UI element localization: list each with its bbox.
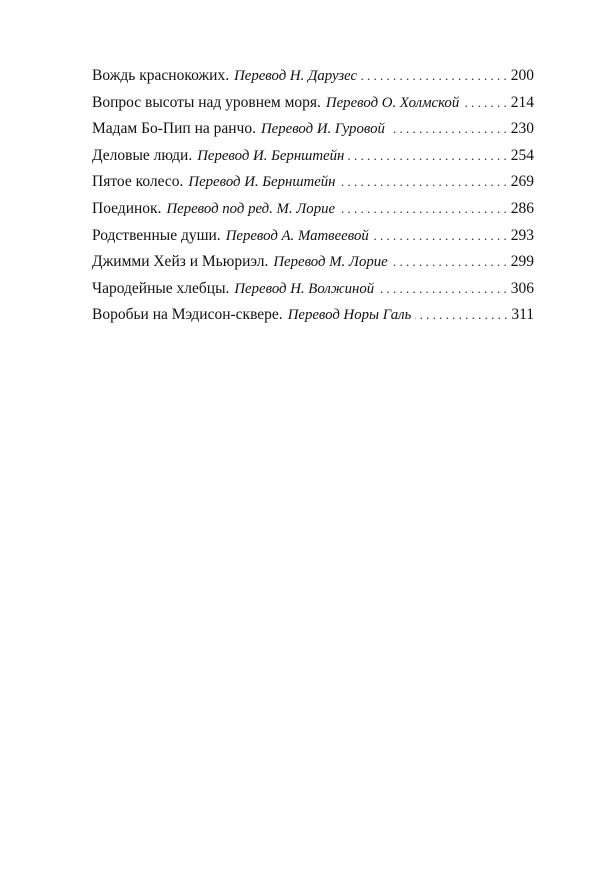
dot-leader — [340, 169, 507, 196]
dot-leader — [361, 63, 507, 90]
dot-leader — [415, 302, 507, 329]
toc-entry — [92, 223, 534, 250]
entry-page-number: 269 — [510, 173, 534, 191]
entry-page-number: 214 — [510, 93, 534, 111]
entry-translator: Перевод И. Бернштейн — [188, 174, 336, 191]
entry-title: Поединок. — [92, 199, 162, 217]
entry-translator: Перевод А. Матвеевой — [225, 227, 369, 244]
entry-title: Вопрос высоты над уровнем моря. — [92, 93, 321, 111]
dot-leader — [389, 116, 507, 143]
entry-title: Вождь краснокожих. — [92, 67, 230, 84]
entry-translator: Перевод Норы Галь — [287, 307, 412, 324]
entry-translator: Перевод Н. Дарузес — [234, 68, 358, 84]
entry-page-number: 306 — [510, 279, 534, 297]
toc-entry — [92, 196, 534, 223]
table-of-contents — [92, 63, 534, 329]
toc-entry — [92, 116, 534, 143]
entry-page-number: 200 — [510, 67, 534, 84]
entry-title: Джимми Хейз и Мьюриэл. — [92, 253, 269, 271]
entry-translator: Перевод М. Лорие — [273, 254, 388, 271]
dot-leader — [463, 90, 507, 117]
entry-page-number: 230 — [510, 120, 534, 138]
toc-entry — [92, 90, 534, 117]
entry-page-number: 299 — [510, 253, 534, 271]
dot-leader — [339, 196, 507, 223]
entry-title: Мадам Бо-Пип на ранчо. — [92, 120, 256, 138]
toc-entry — [92, 302, 534, 329]
toc-entry — [92, 169, 534, 196]
entry-translator: Перевод И. Бернштейн — [197, 147, 345, 164]
entry-translator: Перевод Н. Волжиной — [234, 280, 375, 297]
entry-title: Чародейные хлебцы. — [92, 279, 230, 297]
toc-entry — [92, 276, 534, 303]
entry-page-number: 311 — [511, 306, 534, 324]
entry-translator: Перевод И. Гуровой — [260, 121, 385, 138]
entry-title: Воробьи на Мэдисон-сквере. — [92, 306, 283, 324]
entry-title: Деловые люди. — [92, 146, 193, 164]
entry-translator: Перевод под ред. М. Лорие — [166, 200, 336, 217]
dot-leader — [348, 143, 506, 170]
entry-title: Родственные души. — [92, 226, 221, 244]
toc-entry — [92, 249, 534, 276]
dot-leader — [378, 276, 507, 303]
toc-entry — [92, 143, 534, 170]
dot-leader — [392, 249, 507, 276]
entry-translator: Перевод О. Холмской — [325, 94, 460, 111]
toc-entry — [92, 63, 534, 90]
entry-title: Пятое колесо. — [92, 173, 184, 191]
entry-page-number: 293 — [510, 226, 534, 244]
entry-page-number: 254 — [510, 146, 534, 164]
dot-leader — [373, 223, 507, 250]
entry-page-number: 286 — [510, 199, 534, 217]
